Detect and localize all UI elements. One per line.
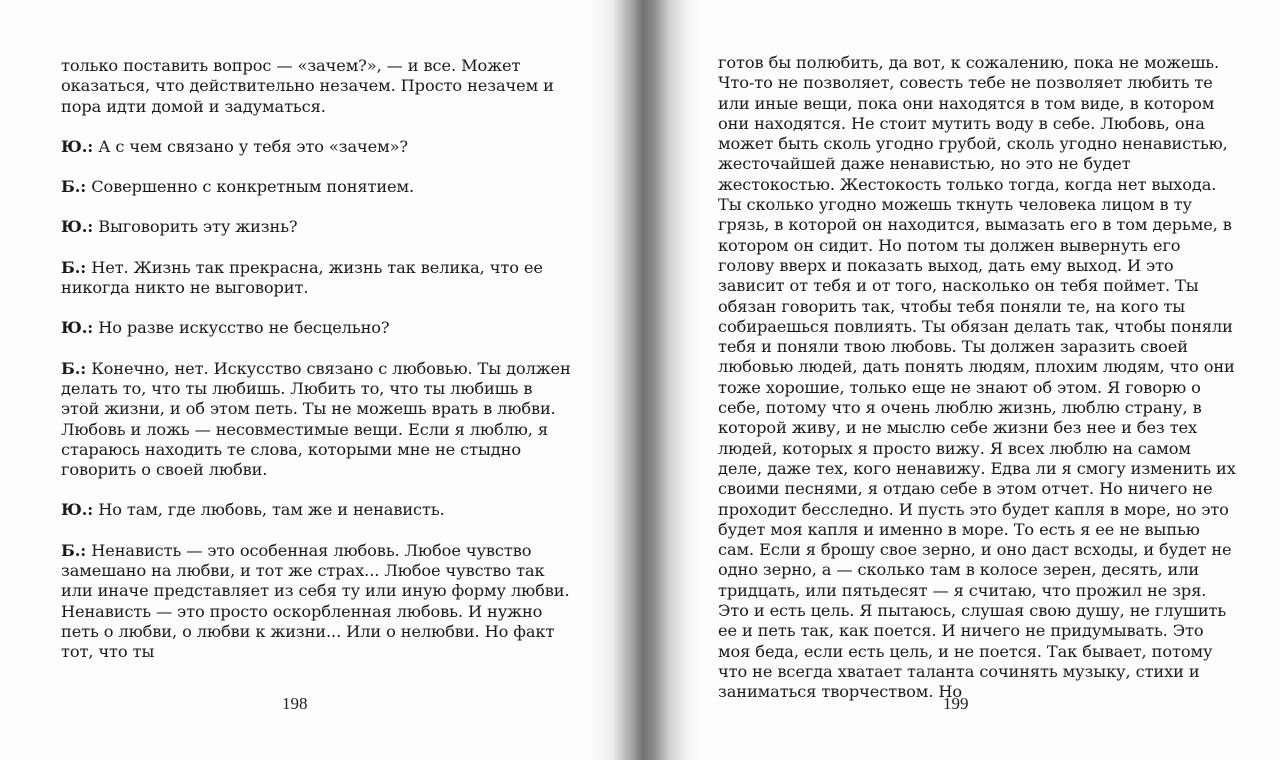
speaker-label: Ю.: bbox=[61, 500, 94, 520]
dialogue-text: Но разве искусство не бесцельно? bbox=[93, 318, 390, 338]
speaker-label: Б.: bbox=[61, 358, 87, 378]
left-page bbox=[0, 0, 618, 760]
dialogue-line bbox=[61, 137, 571, 157]
left-page-text bbox=[61, 56, 571, 663]
paragraph-opening: только поставить вопрос — «зачем?», — и все. Может оказаться, что действительно незачем. Просто незачем и пора идти домой и задуматься. bbox=[61, 56, 554, 116]
speaker-label: Ю.: bbox=[61, 217, 94, 237]
speaker-label: Б.: bbox=[61, 177, 87, 197]
dialogue-text: Совершенно с конкретным понятием. bbox=[86, 177, 415, 197]
dialogue-line bbox=[61, 177, 571, 197]
page-number-left: 198 bbox=[282, 694, 308, 713]
dialogue-line bbox=[61, 258, 571, 299]
dialogue-text: Но там, где любовь, там же и ненависть. bbox=[93, 500, 445, 520]
right-page-text bbox=[718, 53, 1238, 703]
speaker-label: Ю.: bbox=[61, 318, 94, 338]
dialogue-line bbox=[61, 541, 571, 663]
dialogue-line bbox=[61, 359, 571, 481]
right-page bbox=[618, 0, 1280, 760]
dialogue-line bbox=[61, 217, 571, 237]
paragraph-body: готов бы полюбить, да вот, к сожалению, пока не можешь. Что-то не позволяет, совесть тебе не позволяет любить те или иные вещи, пока они находятся в том виде, в котором они находятся. Не стоит мутить воду в себе. Любовь, она может быть сколь угодно грубой, сколь угодно ненавистью, жесточайшей даже ненавистью, но это не будет жестокостью. Жестокость только тогда, когда нет выхода. Ты сколько угодно можешь ткнуть человека лицом в ту грязь, в которой он находится, вымазать его в том дерьме, в котором он сидит. Но потом ты должен вывернуть его голову вверх и показать выход, дать ему выход. И это зависит от тебя и от того, насколько он тебя поймет. Ты обязан говорить так, чтобы тебя поняли те, на кого ты собираешься повлиять. Ты обязан делать так, чтобы поняли тебя и поняли твою любовь. Ты должен заразить своей любовью людей, дать понять людям, плохим людям, что они тоже хорошие, только еще не знают об этом. Я говорю о себе, потому что я очень люблю жизнь, люблю страну, в которой живу, и не мыслю себе жизни без нее и без тех людей, которых я просто вижу. Я всех люблю на самом деле, даже тех, кого ненавижу. Едва ли я смогу изменить их своими песнями, я отдаю себе в этом отчет. Но ничего не проходит бесследно. И пусть это будет капля в море, но это будет моя капля и именно в море. То есть я ее не выпью сам. Если я брошу свое зерно, и оно даст всходы, и будет не одно зерно, а — сколько там в колосе зерен, десять, или тридцать, или пятьдесят — я считаю, что прожил не зря. Это и есть цель. Я пытаюсь, слушая свою душу, не глушить ее и петь так, как поется. И ничего не придумывать. Это моя беда, если есть цель, и не поется. Так бывает, потому что не всегда хватает таланта сочинять музыку, стихи и заниматься творчеством. Но bbox=[718, 53, 1236, 702]
dialogue-text: А с чем связано у тебя это «зачем»? bbox=[93, 136, 408, 156]
dialogue-line bbox=[61, 500, 571, 520]
speaker-label: Б.: bbox=[61, 540, 87, 560]
speaker-label: Б.: bbox=[61, 257, 87, 277]
dialogue-text: Ненависть — это особенная любовь. Любое чувство замешано на любви, и тот же страх... Любое чувство так или иначе представляет из себя ту или иную форму любви. Ненависть — это просто оскорбленная любовь. И нужно петь о любви, о любви к жизни... Или о нелюбви. Но факт тот, что ты bbox=[61, 540, 570, 662]
dialogue-text: Нет. Жизнь так прекрасна, жизнь так велика, что ее никогда никто не выговорит. bbox=[61, 257, 543, 298]
page-number-right: 199 bbox=[943, 694, 969, 713]
dialogue-text: Конечно, нет. Искусство связано с любовью. Ты должен делать то, что ты любишь. Любить то, что ты любишь в этой жизни, и об этом петь. Ты не можешь врать в любви. Любовь и ложь — несовместимые вещи. Если я люблю, я стараюсь находить те слова, которыми мне не стыдно говорить о своей любви. bbox=[61, 358, 571, 480]
dialogue-line bbox=[61, 318, 571, 338]
speaker-label: Ю.: bbox=[61, 136, 94, 156]
dialogue-text: Выговорить эту жизнь? bbox=[93, 217, 298, 237]
